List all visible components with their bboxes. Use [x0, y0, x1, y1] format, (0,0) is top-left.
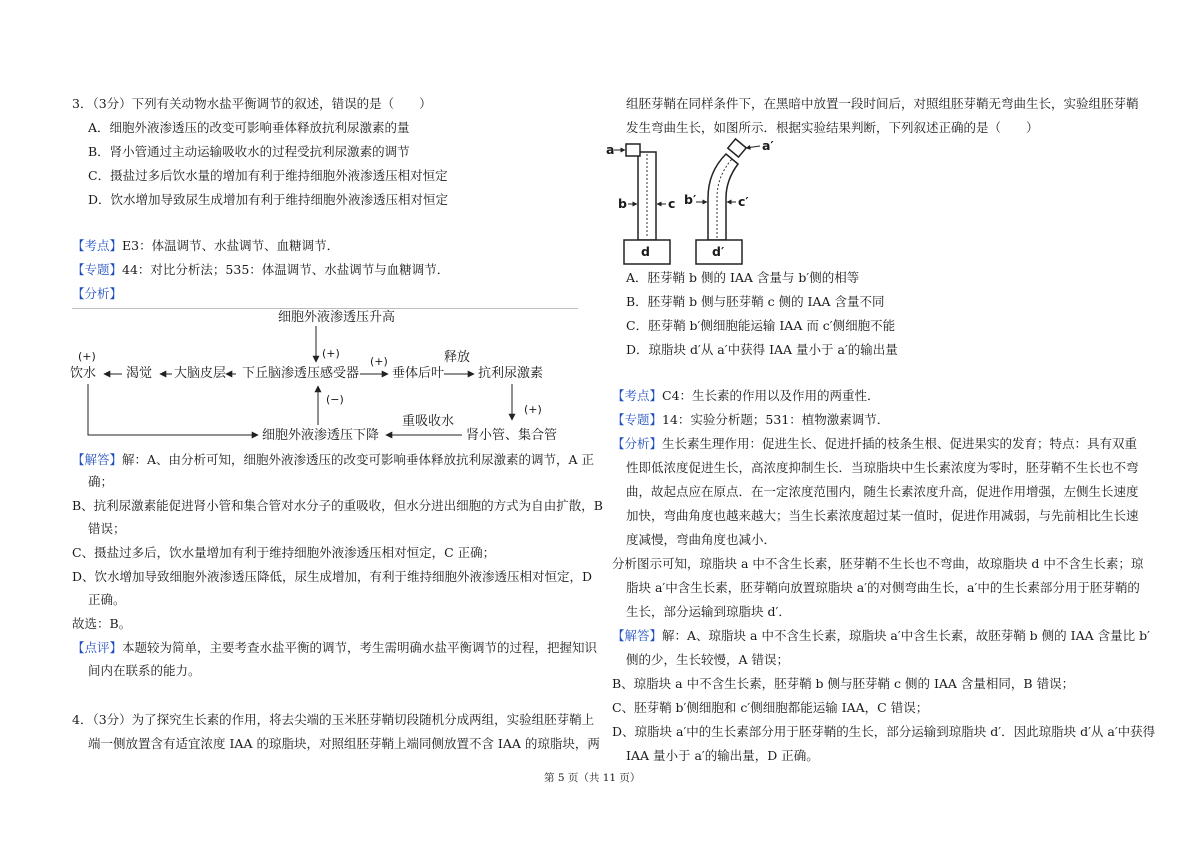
fenxi-1: 生长素生理作用：促进生长、促进扦插的枝条生根、促进果实的发育；特点：具有双重: [662, 436, 1138, 451]
label-b-prime: b′: [684, 192, 697, 207]
zhuanti-tag: 【专题】: [72, 262, 123, 277]
flow-minus: (−): [326, 393, 344, 406]
fenxi-tag-2: 【分析】: [612, 436, 663, 451]
q4-stem-3: 组胚芽鞘在同样条件下，在黑暗中放置一段时间后，对照组胚芽鞘无弯曲生长，实验组胚芽鞘: [626, 96, 1139, 111]
q3-jieda-3: C、摄盐过多后，饮水量增加有利于维持细胞外液渗透压相对恒定，C 正确；: [72, 545, 496, 560]
flow-plus-1: (+): [322, 347, 340, 360]
flow-release: 释放: [444, 350, 471, 365]
zhuanti-text: 44：对比分析法；535：体温调节、水盐调节与血糖调节．: [122, 262, 450, 277]
q4-option-b: B．胚芽鞘 b 侧与胚芽鞘 c 侧的 IAA 含量不同: [626, 294, 885, 309]
label-a: a: [606, 142, 615, 157]
q4-option-d: D．琼脂块 d′从 a′中获得 IAA 量小于 a′的输出量: [626, 342, 898, 357]
flow-thirst: 渴觉: [126, 366, 153, 381]
kaodian-tag-2: 【考点】: [612, 388, 663, 403]
label-c-prime: c′: [738, 194, 749, 209]
dianping-a: 本题较为简单，主要考查水盐平衡的调节，考生需明确水盐平衡调节的过程，把握知识: [122, 640, 598, 655]
q4-jieda-1: [612, 628, 1150, 644]
kaodian-text-2: C4：生长素的作用以及作用的两重性．: [662, 388, 880, 403]
q4-jieda-3: C、胚芽鞘 b′侧细胞和 c′侧细胞都能运输 IAA，C 错误；: [612, 700, 929, 715]
flow-adh: 抗利尿激素: [478, 366, 544, 381]
q3-option-c: C．摄盐过多后饮水量的增加有利于维持细胞外液渗透压相对恒定: [88, 168, 448, 183]
q3-answer: 故选：B。: [72, 616, 132, 631]
jieda-1a: 解：A、由分析可知，细胞外液渗透压的改变可影响垂体释放抗利尿激素的调节，A 正: [122, 452, 595, 467]
q4-jieda-4: D、琼脂块 a′中的生长素部分用于胚芽鞘的生长，部分运输到琼脂块 d′．因此琼脂块 d′从 a′中获得: [612, 724, 1156, 739]
q3-option-b: B．肾小管通过主动运输吸收水的过程受抗利尿激素的调节: [88, 144, 410, 159]
q4-jieda-1b: 侧的少，生长较慢，A 错误；: [626, 652, 790, 667]
flow-posterior-pituitary: 垂体后叶: [392, 366, 445, 381]
q4-kaodian: [612, 388, 880, 404]
q4-fenxi-1: [612, 436, 1137, 452]
q4-option-c: C．胚芽鞘 b′侧细胞能运输 IAA 而 c′侧细胞不能: [626, 318, 896, 333]
flow-plus-2: (+): [370, 355, 388, 368]
q3-jieda-1: [72, 452, 594, 468]
q4-fenxi-6: 分析图示可知，琼脂块 a 中不含生长素，胚芽鞘不生长也不弯曲，故琼脂块 d 中不含生长素；琼: [612, 556, 1144, 571]
zhuanti-tag-2: 【专题】: [612, 412, 663, 427]
q4-fenxi-8: 生长，部分运输到琼脂块 d′．: [626, 604, 791, 619]
flow-cortex: 大脑皮层: [174, 366, 227, 381]
jieda-tag-2: 【解答】: [612, 628, 663, 643]
kaodian-text: E3：体温调节、水盐调节、血糖调节．: [122, 238, 340, 253]
label-a-prime: a′: [762, 138, 774, 153]
zhuanti-text-2: 14：实验分析题；531：植物激素调节．: [662, 412, 890, 427]
label-b: b: [618, 196, 627, 211]
q4-stem-1: 4．（3分）为了探究生长素的作用，将去尖端的玉米胚芽鞘切段随机分成两组，实验组胚芽鞘上: [72, 712, 595, 727]
q4-stem-2: 端一侧放置含有适宜浓度 IAA 的琼脂块，对照组胚芽鞘上端同侧放置不含 IAA 的琼脂块，两: [88, 736, 600, 751]
q3-jieda-2b: 错误；: [88, 521, 126, 536]
q4-fenxi-3: 曲，故起点应在原点．在一定浓度范围内，随生长素浓度升高，促进作用增强，左侧生长速度: [626, 484, 1139, 499]
flow-kidney-tubule: 肾小管、集合管: [466, 428, 558, 443]
flow-reabsorb: 重吸收水: [402, 414, 455, 429]
flow-hypothalamus-receptor: 下丘脑渗透压感受器: [242, 366, 360, 381]
q3-dianping: [72, 640, 597, 656]
q3-jieda-2a: B、抗利尿激素能促进肾小管和集合管对水分子的重吸收，但水分进出细胞的方式为自由扩散，B: [72, 498, 603, 513]
q3-option-a: A．细胞外液渗透压的改变可影响垂体释放抗利尿激素的量: [88, 120, 410, 135]
q4-fenxi-7: 脂块 a′中含生长素，胚芽鞘向放置琼脂块 a′的对侧弯曲生长，a′中的生长素部分用于胚芽鞘的: [626, 580, 1140, 595]
flow-osmotic-decrease: 细胞外液渗透压下降: [262, 428, 380, 443]
q4-fenxi-5: 度减慢，弯曲角度也减小．: [626, 532, 777, 547]
q3-jieda-4a: D、饮水增加导致细胞外液渗透压降低，尿生成增加，有利于维持细胞外液渗透压相对恒定，D: [72, 569, 593, 584]
q3-jieda-1b: 确；: [88, 474, 114, 489]
jieda-tag: 【解答】: [72, 452, 123, 467]
q3-stem: 3．（3分）下列有关动物水盐平衡调节的叙述，错误的是（ ）: [72, 96, 432, 111]
q3-jieda-4b: 正确。: [88, 592, 126, 607]
q4-fenxi-4: 加快，弯曲角度也越来越大；当生长素浓度超过某一值时，促进作用减弱，与先前相比生长速: [626, 508, 1139, 523]
flow-plus-3: (+): [524, 403, 542, 416]
fenxi-tag: 【分析】: [72, 286, 123, 301]
label-c: c: [668, 196, 676, 211]
q4-option-a: A．胚芽鞘 b 侧的 IAA 含量与 b′侧的相等: [626, 270, 860, 285]
flow-arrows: [0, 0, 600, 460]
q4-fenxi-2: 性即低浓度促进生长，高浓度抑制生长．当琼脂块中生长素浓度为零时，胚芽鞘不生长也不弯: [626, 460, 1139, 475]
dianping-tag: 【点评】: [72, 640, 123, 655]
flow-osmotic-increase: 细胞外液渗透压升高: [278, 310, 396, 325]
flow-plus-left: (+): [78, 350, 96, 363]
label-d: d: [641, 244, 650, 259]
q4-jieda-2: B、琼脂块 a 中不含生长素，胚芽鞘 b 侧与胚芽鞘 c 侧的 IAA 含量相同，B 错误；: [612, 676, 1075, 691]
q3-dianping-b: 间内在联系的能力。: [88, 663, 201, 678]
page-footer: 第 5 页（共 11 页）: [544, 772, 641, 784]
flow-drink: 饮水: [70, 366, 97, 381]
q4-jieda-4b: IAA 量小于 a′的输出量，D 正确。: [626, 748, 819, 763]
q4-stem-4: 发生弯曲生长，如图所示．根据实验结果判断，下列叙述正确的是（ ）: [626, 120, 1039, 135]
kaodian-tag: 【考点】: [72, 238, 123, 253]
jieda-1-text: 解：A、琼脂块 a 中不含生长素，琼脂块 a′中含生长素，故胚芽鞘 b 侧的 IAA 含量比 b′: [662, 628, 1150, 643]
q4-zhuanti: [612, 412, 889, 428]
q3-option-d: D．饮水增加导致尿生成增加有利于维持细胞外液渗透压相对恒定: [88, 192, 449, 207]
label-d-prime: d′: [712, 244, 725, 259]
coleoptile-drawing: [600, 136, 800, 266]
